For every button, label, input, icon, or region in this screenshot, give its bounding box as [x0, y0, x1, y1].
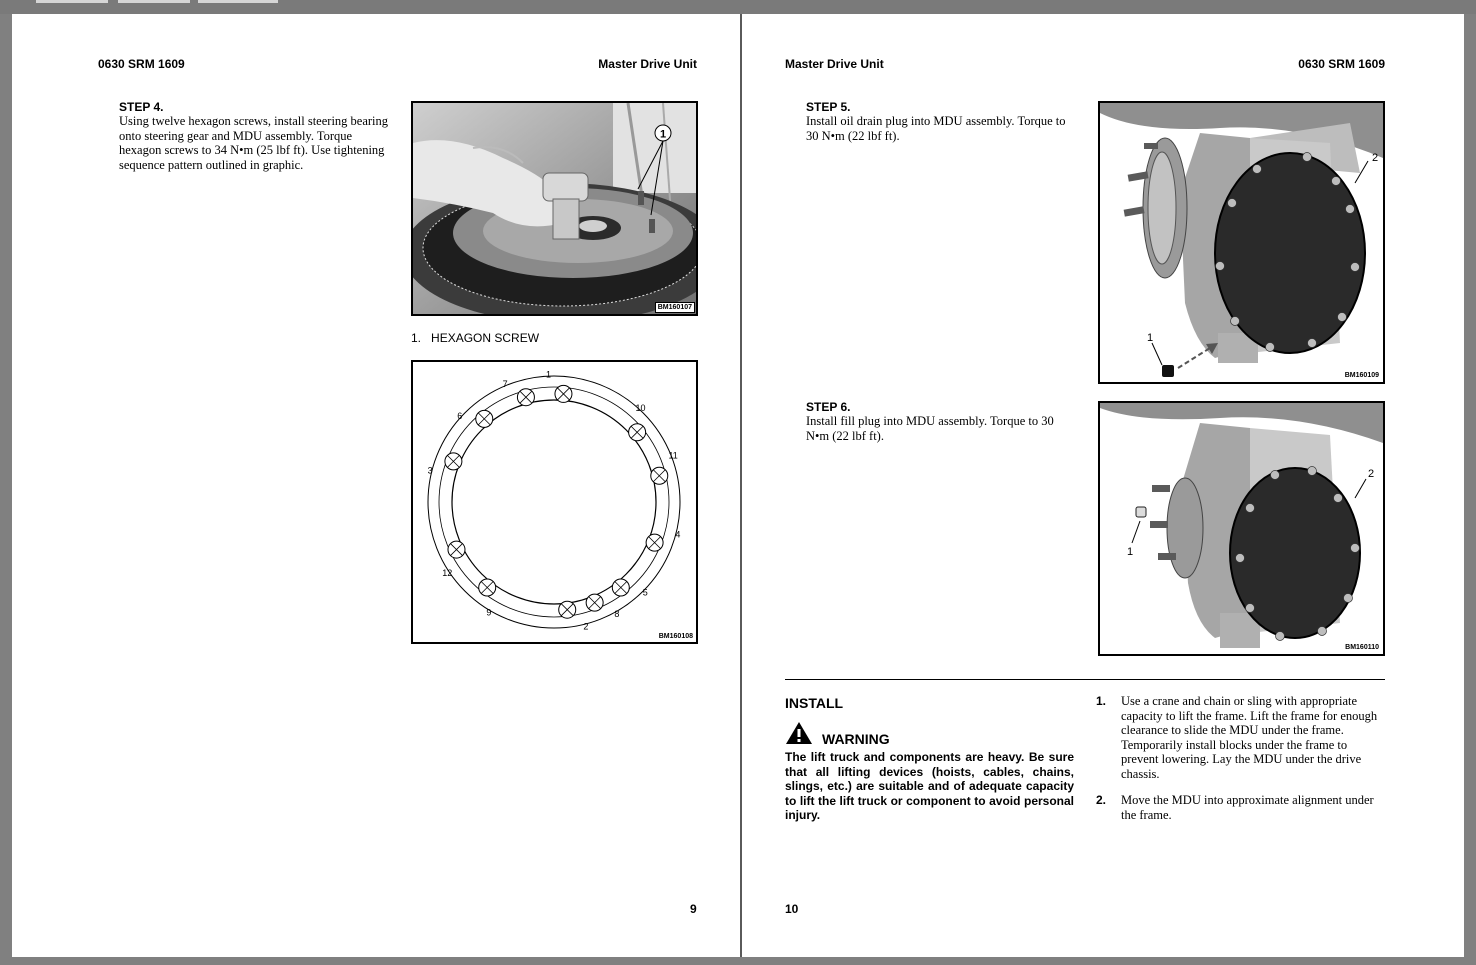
bolt-sequence-label: 6: [457, 410, 463, 421]
legend-item: [411, 331, 539, 345]
warning-text: The lift truck and components are heavy. Be sure that all lifting devices (hoists, cables, chains, slings, etc.) are suitable and of adequate capacity to lift the lift truck or component to avoid personal injury.: [785, 750, 1074, 822]
bolt-sequence-label: 9: [486, 607, 492, 618]
step-6-text: Install fill plug into MDU assembly. Torque to 30 N•m (22 lbf ft).: [806, 414, 1054, 443]
figure-code: BM160108: [658, 633, 693, 640]
step-5-text: Install oil drain plug into MDU assembly. Torque to 30 N•m (22 lbf ft).: [806, 114, 1066, 143]
header-doc-code: 0630 SRM 1609: [1298, 57, 1385, 71]
callout-2: 2: [1367, 468, 1375, 480]
viewer-tab[interactable]: [198, 0, 278, 3]
hexagon-screw-photo-figure: [411, 101, 698, 316]
callout-2: 2: [1371, 152, 1379, 164]
bolt-sequence-label: 1: [546, 369, 552, 380]
install-step-text: Move the MDU into approximate alignment under the frame.: [1121, 793, 1374, 822]
bolt-sequence-label: 3: [427, 465, 433, 476]
bolt-sequence-label: 8: [614, 608, 620, 619]
page-9: [12, 14, 740, 957]
bolt-sequence-label: 5: [642, 587, 648, 598]
figure-code: BM160110: [1345, 644, 1379, 651]
legend-label: HEXAGON SCREW: [431, 331, 540, 345]
tightening-sequence-figure: [411, 360, 698, 644]
mdu-illustration: [1100, 103, 1383, 382]
callout-1: 1: [1146, 332, 1154, 344]
bolt-sequence-label: 7: [502, 379, 508, 390]
viewer-tab[interactable]: [118, 0, 190, 3]
section-rule: [785, 679, 1385, 680]
viewer-toolbar: [0, 0, 1476, 14]
figure-code: BM160107: [655, 302, 695, 313]
legend-number: 1.: [411, 331, 422, 345]
step-5-title: STEP 5.: [806, 100, 851, 114]
fill-plug-figure: [1098, 401, 1385, 656]
bolt-sequence-label: 10: [635, 403, 646, 414]
bolt-sequence-label: 2: [583, 621, 589, 632]
warning-title: WARNING: [822, 731, 890, 747]
bolt-sequence-label: 4: [675, 529, 681, 540]
oil-drain-plug-figure: [1098, 101, 1385, 384]
page-number: 10: [785, 902, 799, 916]
step-4-text: Using twelve hexagon screws, install steering bearing onto steering gear and MDU assembly. Torque hexagon screws to 34 N•m (25 lbf ft). Use tightening sequence pattern outlined in graphic.: [119, 114, 389, 172]
photo-callout-1: 1: [659, 128, 667, 141]
photo-illustration: [413, 103, 696, 314]
header-doc-code: 0630 SRM 1609: [98, 57, 185, 71]
tightening-sequence-diagram: [413, 362, 696, 642]
install-step-number: 1.: [1096, 694, 1107, 708]
bolt-sequence-label: 12: [442, 568, 453, 579]
step-6-title: STEP 6.: [806, 400, 851, 414]
install-heading: INSTALL: [785, 695, 844, 711]
bolt-sequence-label: 11: [668, 450, 678, 461]
header-section-title: Master Drive Unit: [598, 57, 697, 71]
install-step-number: 2.: [1096, 793, 1107, 807]
viewer-tab[interactable]: [36, 0, 108, 3]
header-section-title: Master Drive Unit: [785, 57, 884, 71]
install-step-text: Use a crane and chain or sling with appropriate capacity to lift the frame. Lift the frame for enough clearance to slide the MDU under the frame. Temporarily install blocks under the frame to prevent lowering. Lay the MDU under the drive chassis.: [1121, 694, 1378, 781]
mdu-illustration: [1100, 403, 1383, 654]
figure-code: BM160109: [1344, 372, 1379, 379]
warning-icon: [785, 721, 813, 745]
page-10: [742, 14, 1464, 957]
step-4-title: STEP 4.: [119, 100, 164, 114]
callout-1: 1: [1126, 546, 1134, 558]
page-number: 9: [690, 902, 697, 916]
